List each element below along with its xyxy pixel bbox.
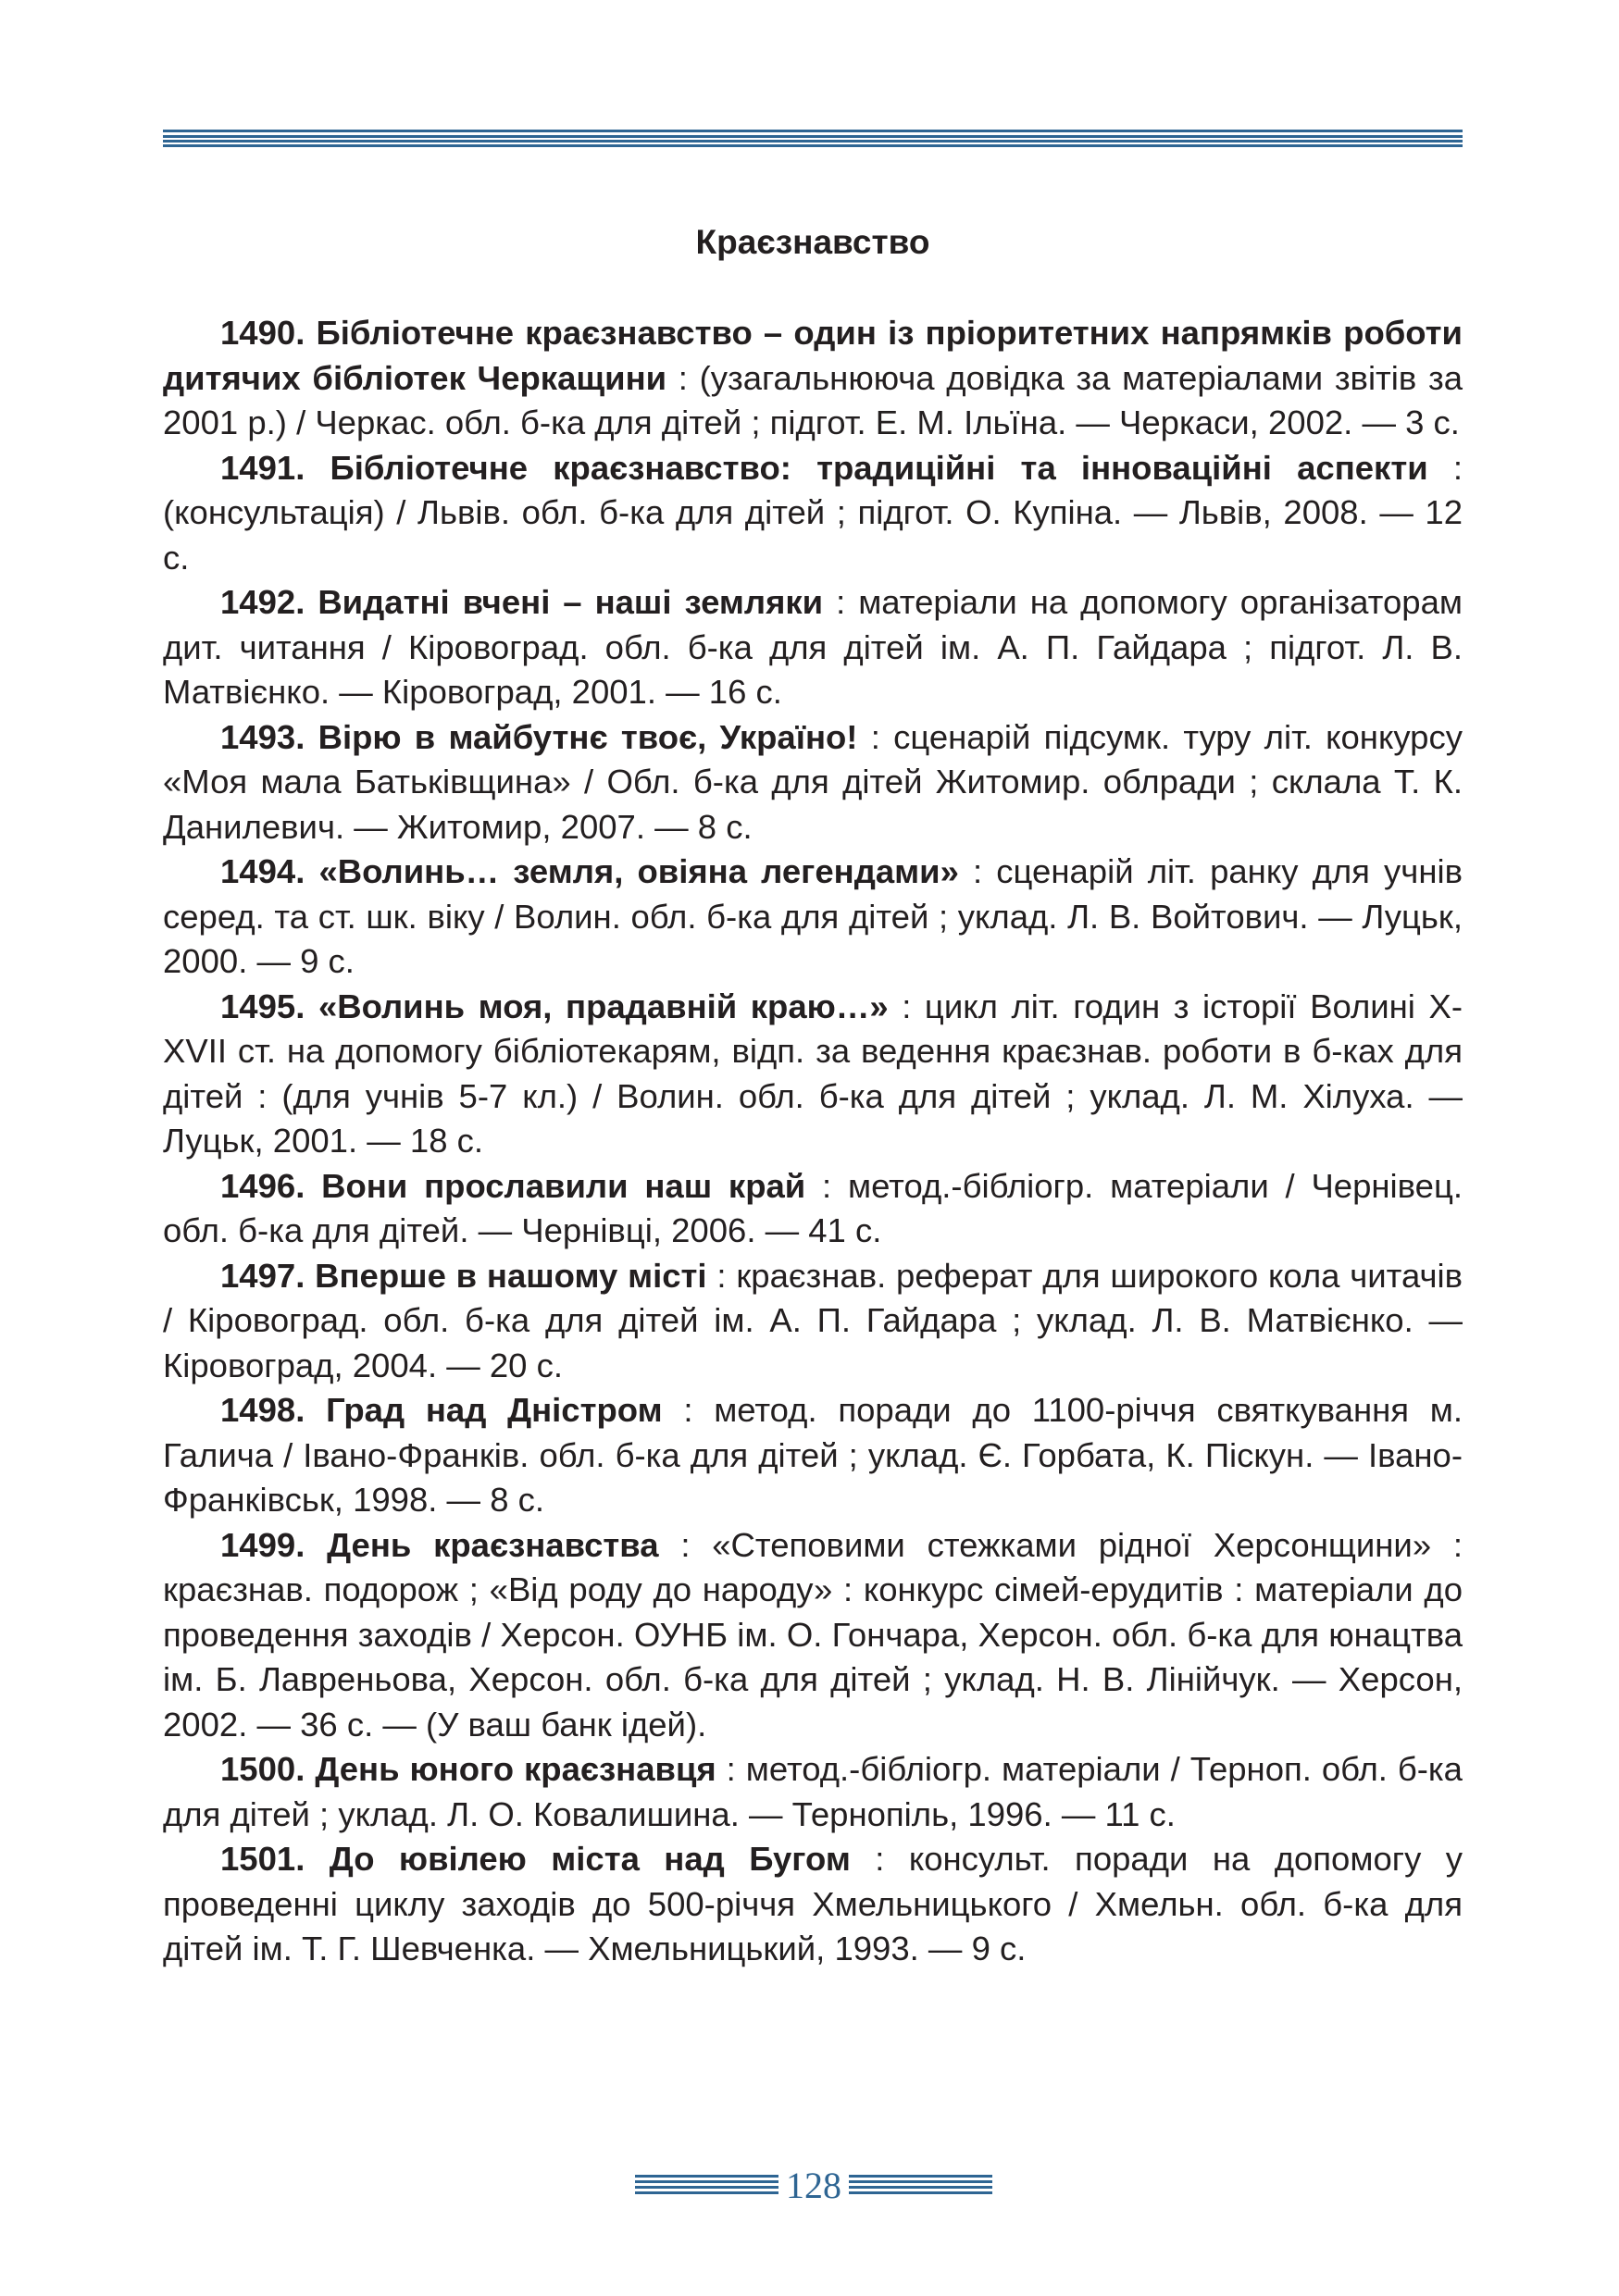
footer-rule-left [635,2175,778,2197]
entry-description: : (узагальнююча довідка за матеріалами звітів за 2001 р.) / Черкас. обл. б-ка для дітей ; підгот. Е. М. Ільїна. — Черкаси, 2002. — 3 с. [163,358,1463,441]
bibliography-entry [163,1388,1463,1523]
bibliography-entry [163,1837,1463,1972]
bibliography-entry [163,446,1463,581]
entry-title: Вперше в нашому місті [315,1256,707,1295]
entry-title: Бібліотечне краєзнавство: традиційні та інноваційні аспекти [330,448,1428,487]
entry-description: : метод.-бібліогр. матеріали / Терноп. обл. б-ка для дітей ; уклад. Л. О. Ковалишина. — Тернопіль, 1996. — 11 с. [163,1750,1463,1833]
entry-description: : консульт. поради на допомогу у проведенні циклу заходів до 500-річчя Хмельницького / Хмельн. обл. б-ка для дітей ім. Т. Г. Шевченка. — Хмельницький, 1993. — 9 с. [163,1840,1463,1967]
bibliography-entry [163,850,1463,985]
bibliography-entry [163,311,1463,446]
bibliography-entry [163,985,1463,1164]
entry-title: «Волинь моя, прадавній краю…» [318,987,889,1025]
entry-description: : метод. поради до 1100-річчя святкування м. Галича / Івано-Франків. обл. б-ка для дітей ; уклад. Є. Горбата, К. Піскун. — Івано-Франківськ, 1998. — 8 с. [163,1391,1463,1519]
entry-title: Бібліотечне краєзнавство – один із пріоритетних напрямків роботи дитячих бібліотек Черкащини [163,314,1463,397]
bibliography-entry [163,580,1463,715]
entry-description: : сценарій підсумк. туру літ. конкурсу «Моя мала Батьківщина» / Обл. б-ка для дітей Житомир. облради ; склала Т. К. Данилевич. — Житомир, 2007. — 8 с. [163,717,1463,846]
entry-title: День краєзнавства [327,1525,659,1564]
entry-description: : краєзнав. реферат для широкого кола читачів / Кіровоград. обл. б-ка для дітей ім. А. П. Гайдара ; уклад. Л. В. Матвієнко. — Кіровоград, 2004. — 20 с. [163,1256,1463,1384]
entry-number: 1490. [220,314,305,352]
entry-number: 1495. [220,987,305,1025]
entry-title: Вони прославили наш край [321,1166,806,1205]
entry-description: : цикл літ. годин з історії Волині X-XVII ст. на допомогу бібліотекарям, відп. за ведення краєзнав. роботи в б-ках для дітей : (для учнів 5-7 кл.) / Волин. обл. б-ка для дітей ; уклад. Л. М. Хілуха. — Луцьк, 2001. — 18 с. [163,987,1463,1160]
page-number: 128 [786,2165,841,2206]
entry-title: Вірю в майбутнє твоє, Україно! [318,717,858,756]
entry-title: Град над Дністром [326,1391,663,1429]
entry-title: День юного краєзнавця [315,1750,716,1788]
entry-title: До ювілею міста над Бугом [329,1840,851,1878]
entry-number: 1494. [220,852,305,890]
footer-rule-right [849,2175,992,2197]
entry-description: : (консультація) / Львів. обл. б-ка для дітей ; підгот. О. Купіна. — Львів, 2008. — 12 с. [163,448,1463,577]
bibliography-entry [163,1747,1463,1837]
entry-number: 1500. [220,1750,305,1788]
header-rule [163,130,1463,148]
bibliography-entry [163,715,1463,850]
entry-number: 1498. [220,1391,305,1429]
bibliography-entry [163,1523,1463,1748]
entry-number: 1491. [220,448,305,487]
entry-description: : матеріали на допомогу організаторам дит. читання / Кіровоград. обл. б-ка для дітей ім. А. П. Гайдара ; підгот. Л. В. Матвієнко. — Кіровоград, 2001. — 16 с. [163,583,1463,711]
page-footer [0,2165,1619,2206]
entry-number: 1496. [220,1166,305,1205]
entry-description: : метод.-бібліогр. матеріали / Чернівец. обл. б-ка для дітей. — Чернівці, 2006. — 41 с. [163,1166,1463,1249]
entry-number: 1492. [220,583,305,621]
entry-number: 1497. [220,1256,305,1295]
bibliography-entry [163,1254,1463,1389]
entry-title: «Волинь… земля, овіяна легендами» [318,852,959,890]
entry-description: : сценарій літ. ранку для учнів серед. та ст. шк. віку / Волин. обл. б-ка для дітей ; уклад. Л. В. Войтович. — Луцьк, 2000. — 9 с. [163,852,1463,980]
bibliography-entry [163,1164,1463,1254]
section-title: Краєзнавство [695,223,930,261]
bibliography-list [163,311,1463,1972]
entry-number: 1501. [220,1840,305,1878]
entry-number: 1493. [220,717,305,756]
entry-title: Видатні вчені – наші земляки [318,583,824,621]
entry-description: : «Степовими стежками рідної Херсонщини» : краєзнав. подорож ; «Від роду до народу» : конкурс сімей-ерудитів : матеріали до проведення заходів / Херсон. ОУНБ ім. О. Гончара, Херсон. обл. б-ка для юнацтва ім. Б. Лавреньова, Херсон. обл. б-ка для дітей ; уклад. Н. В. Лінійчук. — Херсон, 2002. — 36 с. — (У ваш банк ідей). [163,1525,1463,1744]
entry-number: 1499. [220,1525,305,1564]
